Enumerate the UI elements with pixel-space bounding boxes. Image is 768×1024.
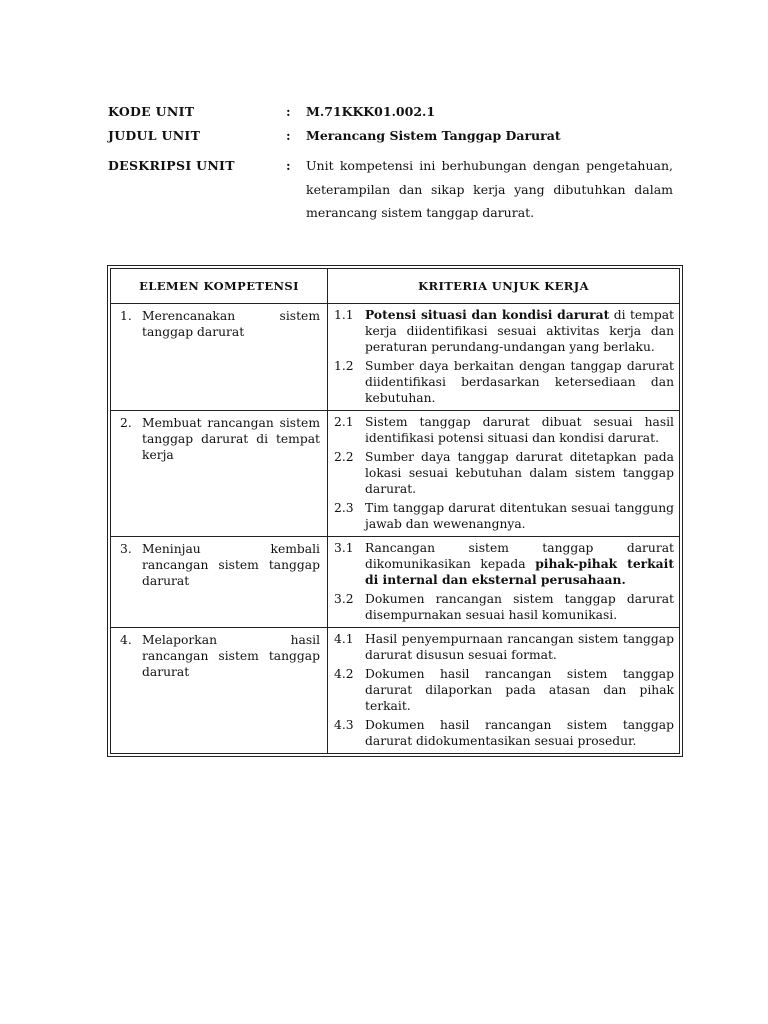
table-row <box>111 411 680 537</box>
kriteria-text <box>365 540 674 588</box>
elemen-number: 1. <box>120 309 132 323</box>
deskripsi-unit-value: Unit kompetensi ini berhubungan dengan pengetahuan, keterampilan dan sikap kerja yang dibutuhkan dalam merancang sistem tanggap darurat. <box>306 158 673 220</box>
kriteria-bold: pihak-pihak terkait di internal dan eksternal perusahaan. <box>365 556 674 587</box>
kriteria-plain: Tim tanggap darurat ditentukan sesuai tanggung jawab dan wewenangnya. <box>365 501 674 531</box>
elemen-cell <box>111 537 328 628</box>
kriteria-number: 2.3 <box>334 501 354 515</box>
header-kriteria-unjuk-kerja: KRITERIA UNJUK KERJA <box>328 269 680 304</box>
kriteria-number: 4.2 <box>334 667 354 681</box>
table-row <box>111 304 680 411</box>
header-elemen-kompetensi: ELEMEN KOMPETENSI <box>111 269 328 304</box>
kriteria-number: 2.2 <box>334 450 354 464</box>
judul-unit-label: JUDUL UNIT <box>108 128 201 143</box>
kriteria-item <box>334 666 674 714</box>
kriteria-item <box>334 591 674 623</box>
competency-table <box>107 265 683 757</box>
elemen-cell <box>111 411 328 537</box>
kriteria-item <box>334 307 674 355</box>
kriteria-plain: Sumber daya tanggap darurat ditetapkan pada lokasi sesuai kebutuhan dalam sistem tanggap darurat. <box>365 450 674 496</box>
kriteria-plain: Rancangan sistem tanggap darurat dikomunikasikan kepada <box>365 541 674 571</box>
kriteria-number: 3.1 <box>334 541 354 555</box>
kriteria-text <box>365 414 674 446</box>
kriteria-text <box>365 500 674 532</box>
colon: : <box>286 104 291 119</box>
kriteria-text <box>365 717 674 749</box>
kriteria-text <box>365 307 674 355</box>
elemen-text: Melaporkan hasil rancangan sistem tanggap darurat <box>142 633 320 679</box>
kriteria-cell <box>328 411 680 537</box>
kriteria-text <box>365 449 674 497</box>
kriteria-text <box>365 631 674 663</box>
elemen-number: 3. <box>120 542 132 556</box>
kriteria-number: 1.1 <box>334 308 354 322</box>
colon: : <box>286 128 291 143</box>
judul-unit-row <box>108 128 673 143</box>
kriteria-plain: Dokumen rancangan sistem tanggap darurat disempurnakan sesuai hasil komunikasi. <box>365 592 674 622</box>
kriteria-item <box>334 500 674 532</box>
kriteria-plain: Hasil penyempurnaan rancangan sistem tanggap darurat disusun sesuai format. <box>365 632 674 662</box>
colon: : <box>286 158 291 173</box>
kriteria-plain: Dokumen hasil rancangan sistem tanggap darurat dilaporkan pada atasan dan pihak terkait. <box>365 667 674 713</box>
kriteria-item <box>334 358 674 406</box>
judul-unit-value: Merancang Sistem Tanggap Darurat <box>306 128 561 143</box>
elemen-number: 2. <box>120 416 132 430</box>
kriteria-plain: Dokumen hasil rancangan sistem tanggap darurat didokumentasikan sesuai prosedur. <box>365 718 674 748</box>
kriteria-item <box>334 414 674 446</box>
kriteria-plain: di tempat kerja diidentifikasi sesuai aktivitas kerja dan peraturan perundang-undangan yang berlaku. <box>365 308 674 354</box>
elemen-number: 4. <box>120 633 132 647</box>
kriteria-cell <box>328 537 680 628</box>
table-body <box>111 304 680 754</box>
kriteria-item <box>334 631 674 663</box>
kriteria-number: 3.2 <box>334 592 354 606</box>
elemen-text: Meninjau kembali rancangan sistem tanggap darurat <box>142 542 320 588</box>
kriteria-item <box>334 540 674 588</box>
kode-unit-value: M.71KKK01.002.1 <box>306 104 436 119</box>
kriteria-item <box>334 449 674 497</box>
elemen-cell <box>111 628 328 754</box>
kriteria-cell <box>328 628 680 754</box>
kriteria-text <box>365 358 674 406</box>
table-row <box>111 537 680 628</box>
kriteria-cell <box>328 304 680 411</box>
kriteria-plain: Sumber daya berkaitan dengan tanggap darurat diidentifikasi berdasarkan ketersediaan dan kebutuhan. <box>365 359 674 405</box>
kriteria-number: 2.1 <box>334 415 354 429</box>
kriteria-plain: Sistem tanggap darurat dibuat sesuai hasil identifikasi potensi situasi dan kondisi darurat. <box>365 415 674 445</box>
kriteria-number: 1.2 <box>334 359 354 373</box>
deskripsi-unit-label: DESKRIPSI UNIT <box>108 158 235 173</box>
kriteria-number: 4.1 <box>334 632 354 646</box>
kode-unit-label: KODE UNIT <box>108 104 195 119</box>
kode-unit-row <box>108 104 673 119</box>
kriteria-text <box>365 666 674 714</box>
table-row <box>111 628 680 754</box>
elemen-text: Membuat rancangan sistem tanggap darurat di tempat kerja <box>142 416 320 462</box>
kriteria-number: 4.3 <box>334 718 354 732</box>
kriteria-item <box>334 717 674 749</box>
deskripsi-unit-row <box>108 154 673 225</box>
elemen-text: Merencanakan sistem tanggap darurat <box>142 309 320 339</box>
kriteria-text <box>365 591 674 623</box>
kriteria-bold: Potensi situasi dan kondisi darurat <box>365 307 610 322</box>
elemen-cell <box>111 304 328 411</box>
